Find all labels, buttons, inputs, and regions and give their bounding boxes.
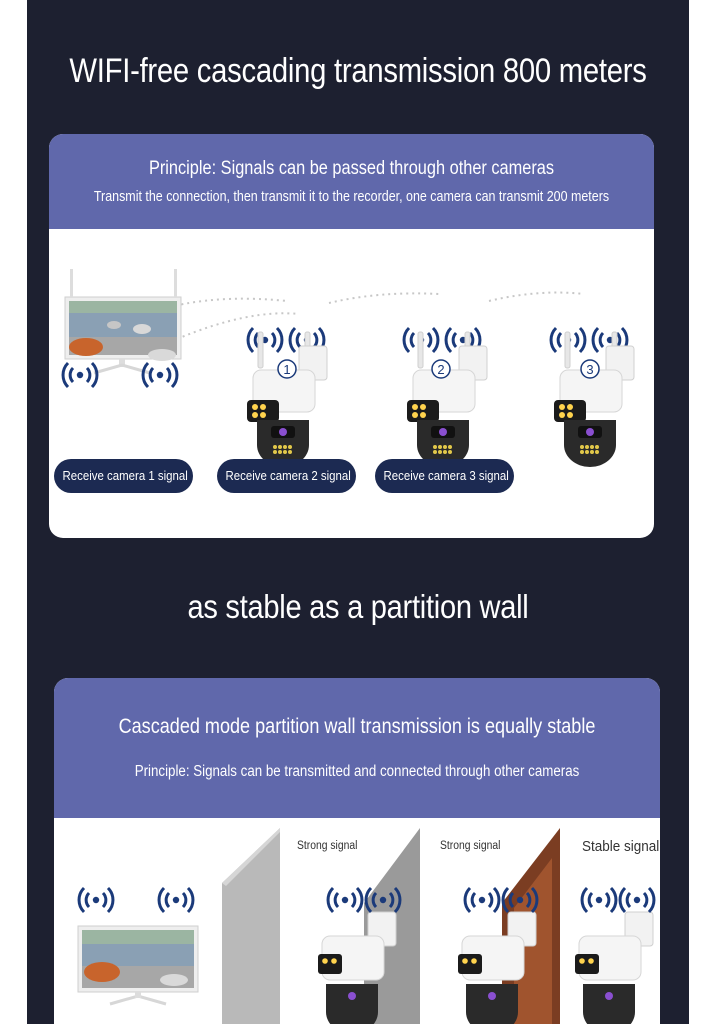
partition-wall-scene [54, 818, 660, 1024]
monitor-icon [78, 926, 198, 1004]
camera-number-badge: 2 [437, 362, 445, 377]
wifi-signal-icon [248, 328, 282, 352]
card-header-band [49, 134, 654, 229]
signal-label: Strong signal [297, 840, 358, 852]
card-subtitle: Transmit the connection, then transmit it to the recorder, one camera can transmit 200 meters [93, 189, 610, 205]
card-subtitle: Principle: Signals can be transmitted and connected through other cameras [134, 763, 580, 780]
wifi-signal-icon [620, 888, 654, 912]
card-header-band [54, 678, 660, 818]
camera-icon [407, 332, 487, 467]
cascade-scene [49, 229, 654, 538]
signal-label: Stable signal [582, 838, 660, 855]
camera-caption-pill: Receive camera 2 signal [217, 459, 356, 493]
wifi-signal-icon [79, 888, 113, 912]
camera-caption-pill: Receive camera 3 signal [375, 459, 514, 493]
wifi-signal-icon [143, 363, 177, 387]
camera-number-badge: 1 [283, 362, 291, 377]
principle-card-2 [54, 678, 660, 1024]
signal-label: Strong signal [440, 840, 501, 852]
recorder-caption-pill: Receive camera 1 signal [54, 459, 193, 493]
camera-number-badge: 3 [586, 362, 594, 377]
monitor-icon [65, 269, 181, 373]
camera-icon [247, 332, 327, 467]
principle-card-1 [49, 134, 654, 538]
card-title: Principle: Signals can be passed through other cameras [148, 158, 555, 179]
wifi-signal-icon [465, 888, 499, 912]
camera-icon [575, 912, 653, 1024]
card-title: Cascaded mode partition wall transmission is equally stable [118, 715, 596, 738]
headline-cascading: WIFI-free cascading transmission 800 meters [69, 52, 647, 90]
wifi-signal-icon [582, 888, 616, 912]
camera-icon [554, 332, 634, 467]
wifi-signal-icon [159, 888, 193, 912]
wifi-signal-icon [63, 363, 97, 387]
wifi-signal-icon [328, 888, 362, 912]
headline-partition-wall: as stable as a partition wall [187, 588, 529, 625]
